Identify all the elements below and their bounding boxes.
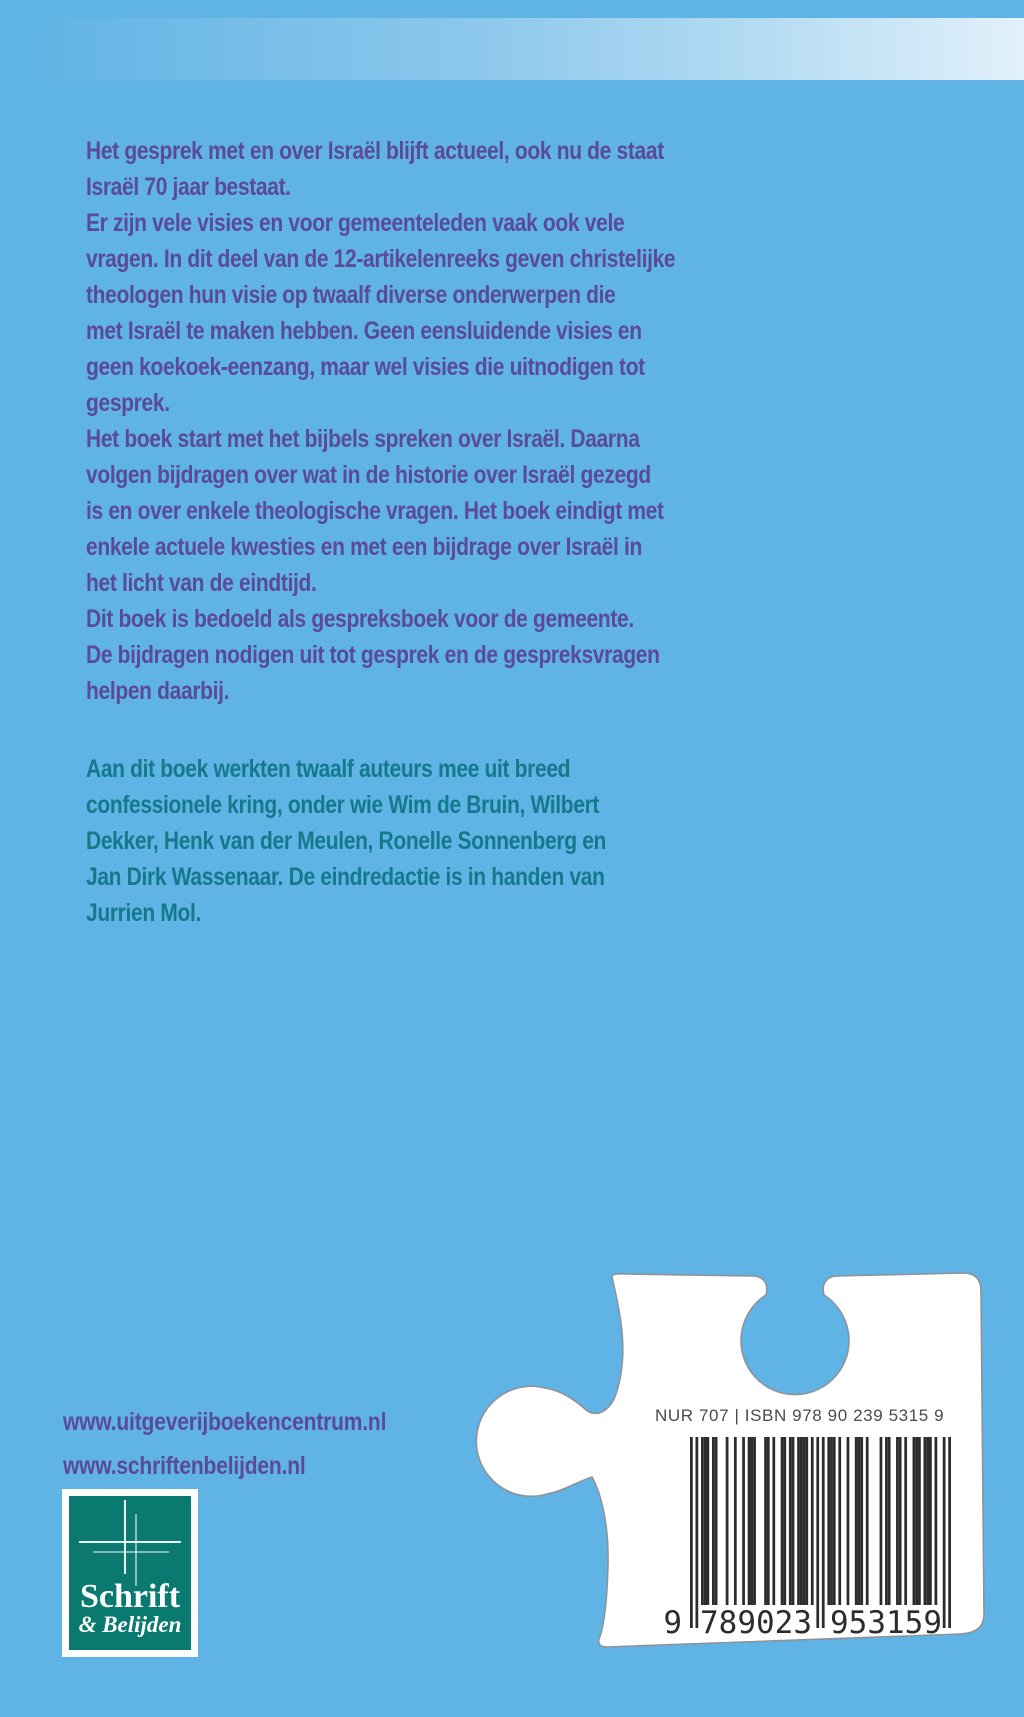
barcode-digit-first: 9	[663, 1605, 682, 1641]
text-line: www.uitgeverijboekencentrum.nl	[63, 1408, 387, 1436]
barcode-digits-right-group: 953159	[830, 1605, 942, 1641]
text-line: vragen. In dit deel van de 12-artikelenreeks geven christelijke	[86, 245, 676, 273]
text-line: helpen daarbij.	[86, 677, 230, 705]
text-line: gesprek.	[86, 389, 170, 417]
text-line: met Israël te maken hebben. Geen eensluidende visies en	[86, 317, 642, 345]
text-line: Dit boek is bedoeld als gespreksboek voor de gemeente.	[86, 605, 634, 633]
barcode-bars	[690, 1437, 951, 1628]
website-links	[63, 1400, 386, 1488]
spine-gradient-band	[30, 18, 1024, 80]
text-line: Er zijn vele visies en voor gemeenteleden vaak ook vele	[86, 209, 625, 237]
text-line: is en over enkele theologische vragen. Het boek eindigt met	[86, 497, 664, 525]
text-line: Aan dit boek werkten twaalf auteurs mee uit breed	[86, 755, 571, 783]
publisher-logo	[62, 1489, 198, 1657]
text-line: volgen bijdragen over wat in de historie over Israël gezegd	[86, 461, 651, 489]
logo-subtitle: & Belijden	[78, 1612, 182, 1637]
blurb	[86, 133, 675, 931]
barcode-digits-left-group: 789023	[700, 1605, 812, 1641]
text-line: Jan Dirk Wassenaar. De eindredactie is in handen van	[86, 863, 605, 891]
text-line: het licht van de eindtijd.	[86, 569, 317, 597]
text-line: De bijdragen nodigen uit tot gesprek en de gespreksvragen	[86, 641, 660, 669]
text-line: confessionele kring, onder wie Wim de Bruin, Wilbert	[86, 791, 600, 819]
nur-isbn-line: NUR 707 | ISBN 978 90 239 5315 9	[655, 1406, 945, 1425]
text-line: www.schriftenbelijden.nl	[63, 1452, 306, 1480]
text-line: Het gesprek met en over Israël blijft actueel, ook nu de staat	[86, 137, 664, 165]
text-line: Het boek start met het bijbels spreken over Israël. Daarna	[86, 425, 640, 453]
publisher-logo-panel	[69, 1496, 191, 1650]
blurb-paragraph-1	[86, 133, 675, 709]
text-line: Israël 70 jaar bestaat.	[86, 173, 291, 201]
logo-title: Schrift	[79, 1578, 181, 1615]
text-line: enkele actuele kwesties en met een bijdrage over Israël in	[86, 533, 642, 561]
text-line: Dekker, Henk van der Meulen, Ronelle Sonnenberg en	[86, 827, 607, 855]
text-line: geen koekoek-eenzang, maar wel visies die uitnodigen tot	[86, 353, 645, 381]
cross-icon	[69, 1496, 191, 1586]
blurb-paragraph-2-authors	[86, 751, 675, 931]
text-line: Jurrien Mol.	[86, 899, 201, 927]
text-line: theologen hun visie op twaalf diverse onderwerpen die	[86, 281, 616, 309]
